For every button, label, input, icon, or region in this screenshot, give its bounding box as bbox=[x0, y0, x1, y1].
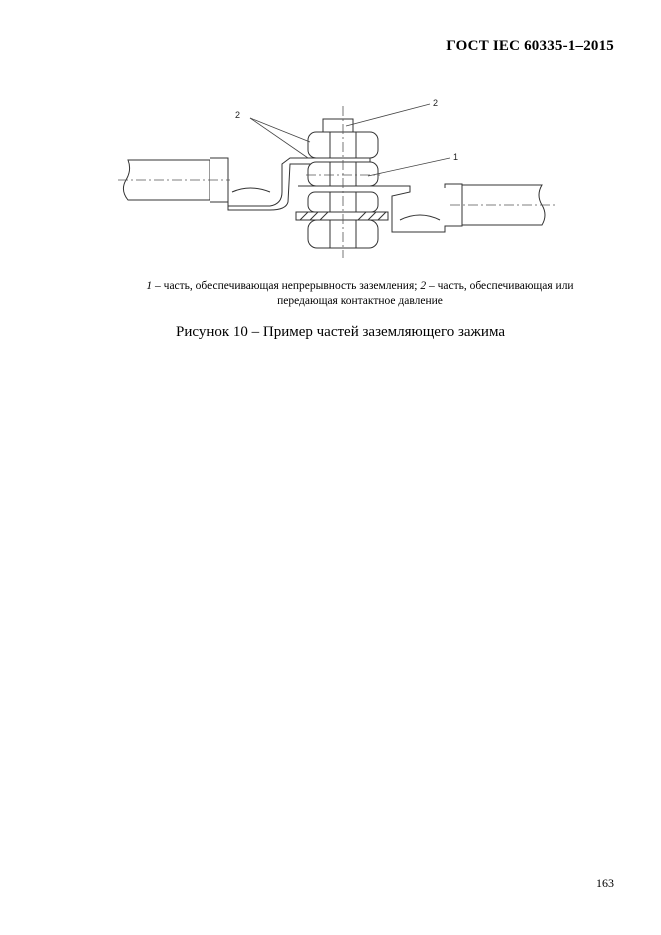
page-number: 163 bbox=[596, 876, 614, 890]
figure-legend bbox=[60, 279, 660, 309]
legend-item-1-number: 1 bbox=[146, 280, 153, 292]
legend-line-1 bbox=[60, 279, 660, 294]
callout-2-right: 2 bbox=[433, 98, 439, 108]
legend-item-1-text: – часть, обеспечивающая непрерывность заземления; bbox=[152, 280, 421, 292]
callout-2-left: 2 bbox=[235, 110, 241, 120]
legend-item-2-number: 2 bbox=[420, 280, 427, 292]
callout-1: 1 bbox=[453, 152, 459, 162]
grounding-clamp-figure bbox=[110, 92, 560, 262]
document-header: ГОСТ IEC 60335-1–2015 bbox=[446, 38, 614, 54]
figure-caption: Рисунок 10 – Пример частей заземляющего зажима bbox=[175, 324, 505, 340]
legend-line-2: передающая контактное давление bbox=[277, 295, 443, 307]
legend-item-2-text: – часть, обеспечивающая или bbox=[426, 280, 574, 292]
